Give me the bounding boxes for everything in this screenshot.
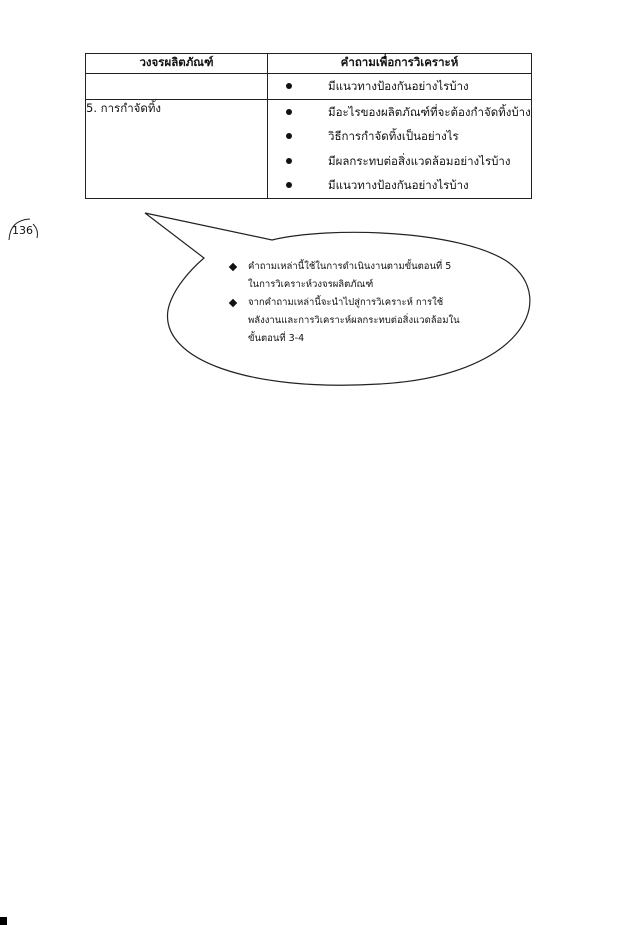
question-item: มีแนวทางป้องกันอย่างไรบ้าง	[268, 173, 531, 198]
diamond-bullet-icon	[229, 299, 237, 307]
callout-text	[226, 258, 476, 348]
header-product-lifecycle: วงจรผลิตภัณฑ์	[86, 54, 268, 74]
row-label-disposal: 5. การกำจัดทิ้ง	[86, 99, 268, 198]
question-item: มีแนวทางป้องกันอย่างไรบ้าง	[268, 74, 531, 99]
scan-corner-mark	[0, 917, 7, 925]
callout-item: คำถามเหล่านี้ใช้ในการดำเนินงานตามขั้นตอนที่ 5 ในการวิเคราะห์วงจรผลิตภัณฑ์	[226, 258, 476, 294]
question-item: มีผลกระทบต่อสิ่งแวดล้อมอย่างไรบ้าง	[268, 149, 531, 174]
header-analysis-questions: คำถามเพื่อการวิเคราะห์	[268, 54, 532, 74]
question-item: มีอะไรของผลิตภัณฑ์ที่จะต้องกำจัดทิ้งบ้าง	[268, 100, 531, 125]
question-item: วิธีการกำจัดทิ้งเป็นอย่างไร	[268, 124, 531, 149]
callout-item: จากคำถามเหล่านี้จะนำไปสู่การวิเคราะห์ การใช้ พลังงานและการวิเคราะห์ผลกระทบต่อสิ่งแวดล้อมใน ขั้นตอนที่ 3-4	[226, 294, 476, 348]
page-number: 136	[12, 224, 33, 237]
diamond-bullet-icon	[229, 263, 237, 271]
